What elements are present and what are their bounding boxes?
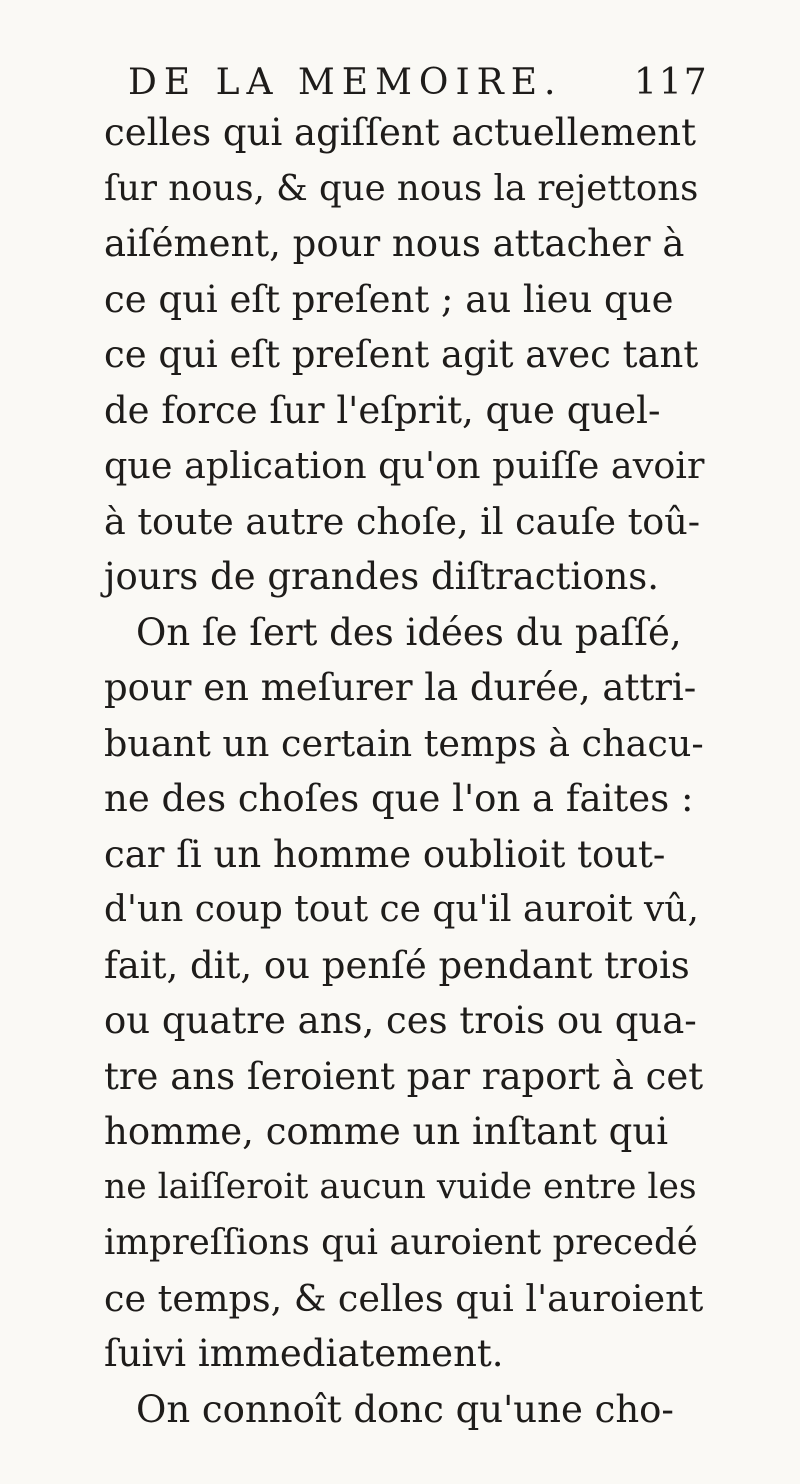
text-line: à toute autre choſe, il cauſe toû- <box>104 499 701 543</box>
text-line: d'un coup tout ce qu'il auroit vû, <box>104 889 699 930</box>
text-line: aiſément, pour nous attacher à <box>104 222 685 265</box>
text-line: ne laiſſeroit aucun vuide entre les <box>104 1166 697 1207</box>
paragraph-start-line: On connoît donc qu'une cho- <box>136 1387 674 1431</box>
text-line: ce qui eſt preſent ; au lieu que <box>104 277 674 321</box>
text-line: car ſi un homme oublioit tout- <box>104 832 666 876</box>
text-line: celles qui agiſſent actuellement <box>104 111 696 154</box>
text-line: de force ſur l'eſprit, que quel- <box>104 388 661 432</box>
text-line: ſuivi immediatement. <box>104 1332 504 1375</box>
text-line: tre ans ſeroient par raport à cet <box>104 1054 704 1098</box>
text-line: fait, dit, ou penſé pendant trois <box>104 943 690 987</box>
text-line: buant un certain temps à chacu- <box>104 721 704 765</box>
text-line: ne des choſes que l'on a faites : <box>104 777 694 820</box>
text-line: jours de grandes diſtractions. <box>104 555 660 598</box>
paragraph-start-line: On ſe ſert des idées du paſſé, <box>136 610 682 654</box>
text-line: pour en meſurer la durée, attri- <box>104 666 697 709</box>
text-line: homme, comme un inſtant qui <box>104 1110 669 1153</box>
text-line: ſur nous, & que nous la rejettons <box>104 167 699 209</box>
text-line: ce qui eſt preſent agit avec tant <box>104 333 699 376</box>
text-line: ou quatre ans, ces trois ou qua- <box>104 999 697 1042</box>
page-number: 117 <box>634 62 709 103</box>
text-line: que aplication qu'on puiſſe avoir <box>104 444 705 487</box>
text-line: ce temps, & celles qui l'auroient <box>104 1276 704 1320</box>
running-head <box>128 58 709 108</box>
text-line: impreſſions qui auroient precedé <box>104 1222 698 1263</box>
body-text <box>104 105 704 1437</box>
running-title: DE LA MEMOIRE. <box>128 62 563 103</box>
